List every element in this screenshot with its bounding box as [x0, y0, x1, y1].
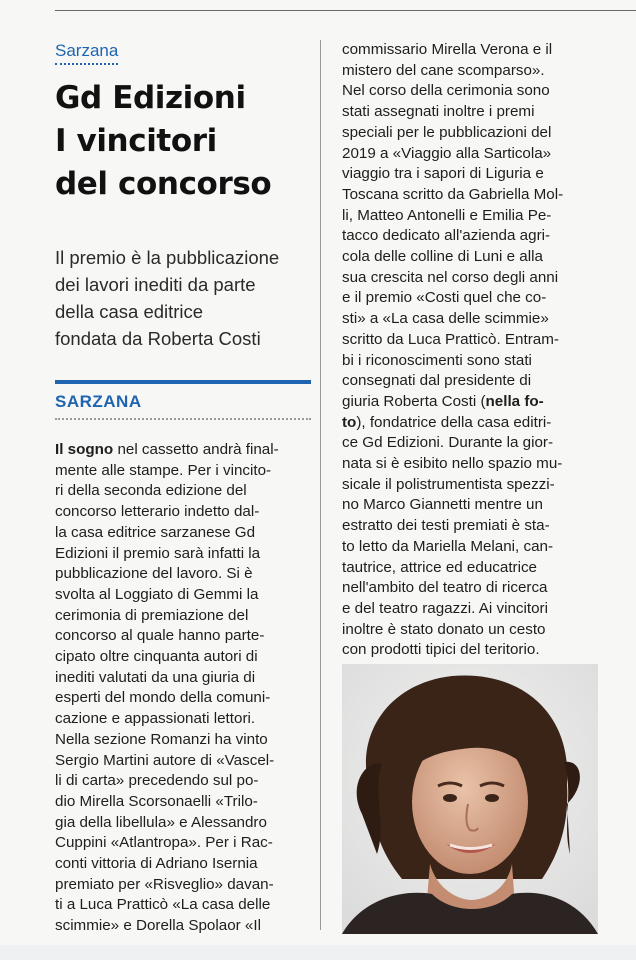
body-line: e il premio «Costi quel che co-: [342, 289, 547, 307]
body-line: con prodotti tipici del teritorio.: [342, 641, 540, 659]
body-line: li, Matteo Antonelli e Emilia Pe-: [342, 206, 552, 224]
body-line: ti a Luca Pratticò «La casa delle: [55, 896, 271, 914]
body-line: dio Mirella Scorsonaelli «Trilo-: [55, 792, 258, 810]
body-line: cazione e appassionati lettori.: [55, 710, 256, 728]
kicker: Sarzana: [55, 40, 118, 65]
headline-line: Gd Edizioni: [55, 80, 246, 116]
body-line: ce Gd Edizioni. Durante la gior-: [342, 434, 554, 452]
body-line: to letto da Mariella Melani, can-: [342, 537, 554, 555]
body-line-part: giuria Roberta Costi (: [342, 392, 486, 410]
body-line: commissario Mirella Verona e il: [342, 41, 553, 58]
body-line: svolta al Loggiato di Gemmi la: [55, 585, 259, 603]
section-title: SARZANA: [55, 392, 142, 411]
body-line: stati assegnati inoltre i premi: [342, 103, 535, 121]
body-line: inediti valutati da una giuria di: [55, 668, 256, 686]
body-line: nell'ambito del teatro di ricerca: [342, 579, 548, 597]
body-line: la casa editrice sarzanese Gd: [55, 523, 256, 541]
body-line: Toscana scritto da Gabriella Mol-: [342, 185, 564, 203]
top-rule: [55, 10, 636, 11]
body-line: estratto dei testi premiati è sta-: [342, 517, 550, 535]
body-line-rest: nel cassetto andrà final-: [113, 441, 279, 458]
body-line: 2019 a «Viaggio alla Sarticola»: [342, 144, 552, 162]
body-line: nata si è esibito nello spazio mu-: [342, 455, 563, 473]
headline-line: I vincitori: [55, 123, 217, 159]
body-line: cipato oltre cinquanta autori di: [55, 648, 258, 666]
body-line: sicale il polistrumentista spezzi-: [342, 475, 555, 493]
subhead-line: dei lavori inediti da parte: [55, 274, 256, 295]
body-line: tautrice, attrice ed educatrice: [342, 558, 538, 576]
body-line: li di carta» precedendo sul po-: [55, 772, 259, 790]
section-bar: [55, 380, 311, 384]
body-line: Edizioni il premio sarà infatti la: [55, 544, 261, 562]
body-line: speciali per le pubblicazioni del: [342, 123, 552, 141]
body-line: tacco dedicato all'azienda agri-: [342, 227, 551, 245]
photo-credit-ref: nella fo-: [485, 392, 544, 410]
body-line: pubblicazione del lavoro. Si è: [55, 565, 253, 583]
body-line: mistero del cane scomparso».: [342, 61, 545, 79]
body-line: sua crescita nel corso degli anni: [342, 268, 559, 286]
body-line: mente alle stampe. Per i vincito-: [55, 461, 272, 479]
left-column: [55, 40, 311, 937]
body-line: gia della libellula» e Alessandro: [55, 813, 267, 831]
lead-word: Il sogno: [55, 441, 114, 458]
body-block: [342, 40, 598, 392]
body-line: e del teatro ragazzi. Ai vincitori: [342, 599, 548, 617]
body-line: [342, 392, 598, 413]
body-line: concorso al quale hanno parte-: [55, 627, 265, 645]
subheadline: [55, 244, 311, 352]
body-line: cola delle colline di Luni e alla: [342, 248, 543, 266]
article-body-left: [55, 440, 311, 937]
body-block: [342, 433, 598, 661]
body-line: Sergio Martini autore di «Vascel-: [55, 751, 275, 769]
right-column: [342, 40, 598, 661]
body-line-part: ), fondatrice della casa editri-: [356, 413, 552, 431]
section-divider: [55, 418, 311, 420]
headline: [55, 77, 311, 206]
body-line: consegnati dal presidente di: [342, 372, 532, 390]
body-line: conti vittoria di Adriano Isernia: [55, 855, 258, 873]
subhead-line: fondata da Roberta Costi: [55, 328, 261, 349]
body-line: premiato per «Risveglio» davan-: [55, 875, 274, 893]
portrait-illustration: [342, 664, 598, 934]
body-line: ri della seconda edizione del: [55, 482, 247, 500]
body-line: [55, 440, 311, 461]
body-line: concorso letterario indetto dal-: [55, 503, 260, 521]
body-line: inoltre è stato donato un cesto: [342, 620, 546, 638]
body-line: sti» a «La casa delle scimmie»: [342, 310, 549, 328]
article-body-right: [342, 40, 598, 661]
body-line: scimmie» e Dorella Spolaor «Il: [55, 917, 261, 935]
body-line: Nella sezione Romanzi ha vinto: [55, 730, 268, 748]
body-line: cerimonia di premiazione del: [55, 606, 249, 624]
body-line: Nel corso della cerimonia sono: [342, 82, 550, 100]
body-line: Cuppini «Atlantropa». Per i Rac-: [55, 834, 273, 852]
body-line: esperti del mondo della comuni-: [55, 689, 271, 707]
column-divider: [320, 40, 321, 930]
headline-line: del concorso: [55, 166, 272, 202]
body-line: scritto da Luca Pratticò. Entram-: [342, 330, 559, 348]
subhead-line: Il premio è la pubblicazione: [55, 247, 280, 268]
body-line: [342, 413, 598, 434]
subhead-line: della casa editrice: [55, 301, 204, 322]
body-line: bi i riconoscimenti sono stati: [342, 351, 532, 369]
photo-credit-ref: to: [342, 413, 357, 431]
portrait-photo: [342, 664, 598, 934]
body-line: viaggio tra i sapori di Liguria e: [342, 165, 544, 183]
bottom-strip: [0, 945, 636, 960]
body-line: no Marco Giannetti mentre un: [342, 496, 543, 514]
